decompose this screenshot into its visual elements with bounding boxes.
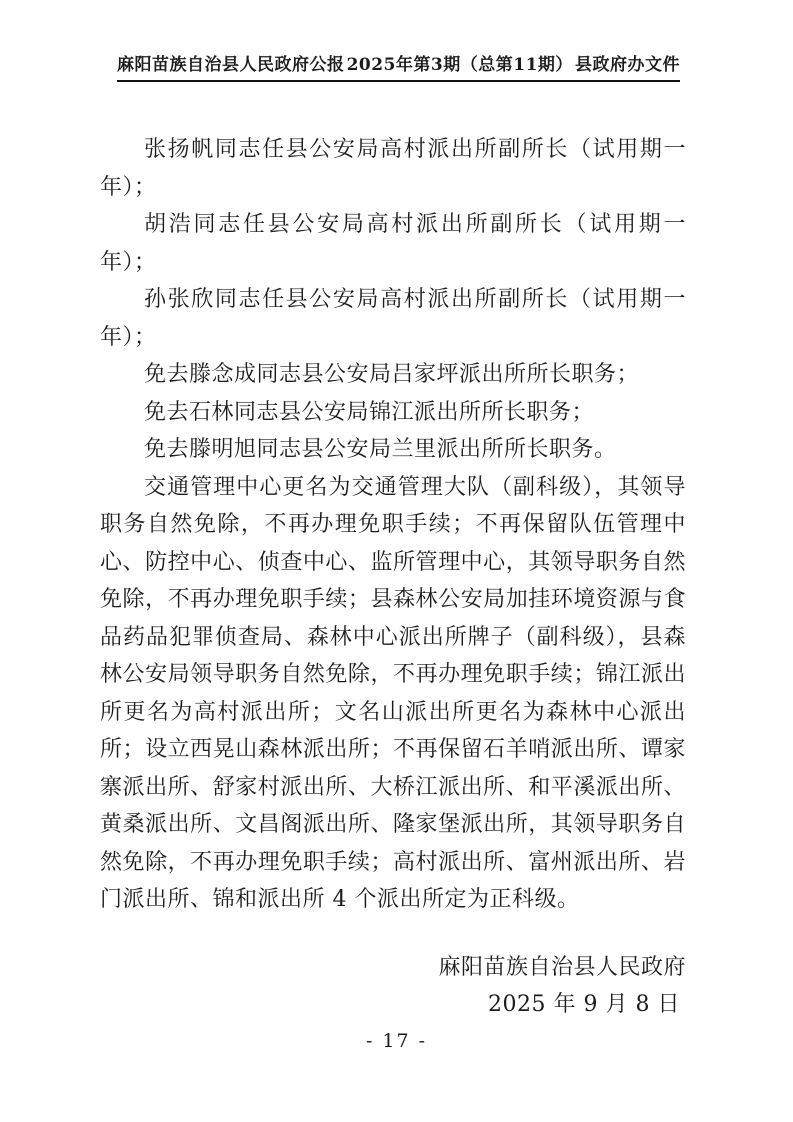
issue-date: 2025 年 9 月 8 日 [488, 992, 680, 1017]
body-paragraph: 免去滕明旭同志县公安局兰里派出所所长职务。 [144, 437, 617, 462]
page-footer [0, 1030, 793, 1052]
document-body [100, 131, 686, 1024]
issuing-authority: 麻阳苗族自治县人民政府 [438, 954, 686, 980]
body-paragraph: 交通管理中心更名为交通管理大队（副科级），其领导职务自然免除，不再办理免职手续；不再保留队伍管理中心、防控中心、侦查中心、监所管理中心，其领导职务自然免除，不再办理免职手续；县森林公安局加挂环境资源与食品药品犯罪侦查局、森林中心派出所牌子（副科级），县森林公安局领导职务自然免除，不再办理免职手续；锦江派出所更名为高村派出所；文名山派出所更名为森林中心派出所；设立西晃山森林派出所；不再保留石羊哨派出所、谭家寨派出所、舒家村派出所、大桥江派出所、和平溪派出所、黄桑派出所、文昌阁派出所、隆家堡派出所，其领导职务自然免除，不再办理免职手续；高村派出所、富州派出所、岩门派出所、锦和派出所 4 个派出所定为正科级。 [100, 474, 686, 912]
body-paragraph: 胡浩同志任县公安局高村派出所副所长（试用期一年）； [100, 212, 686, 275]
body-paragraph: 张扬帆同志任县公安局高村派出所副所长（试用期一年）； [100, 137, 686, 200]
body-paragraph: 免去滕念成同志县公安局吕家坪派出所所长职务； [144, 362, 640, 387]
body-paragraph: 免去石林同志县公安局锦江派出所所长职务； [144, 399, 595, 425]
paragraph-list [100, 131, 686, 919]
page-number: - 17 - [365, 1030, 428, 1052]
page-header [117, 50, 680, 82]
body-paragraph: 孙张欣同志任县公安局高村派出所副所长（试用期一年）； [100, 287, 686, 350]
section-label: 县政府办文件 [575, 55, 680, 75]
issue-info: 2025年第3期（总第11期） [346, 55, 573, 75]
signature-block [100, 949, 686, 1024]
gazette-title: 麻阳苗族自治县人民政府公报 [117, 55, 345, 75]
